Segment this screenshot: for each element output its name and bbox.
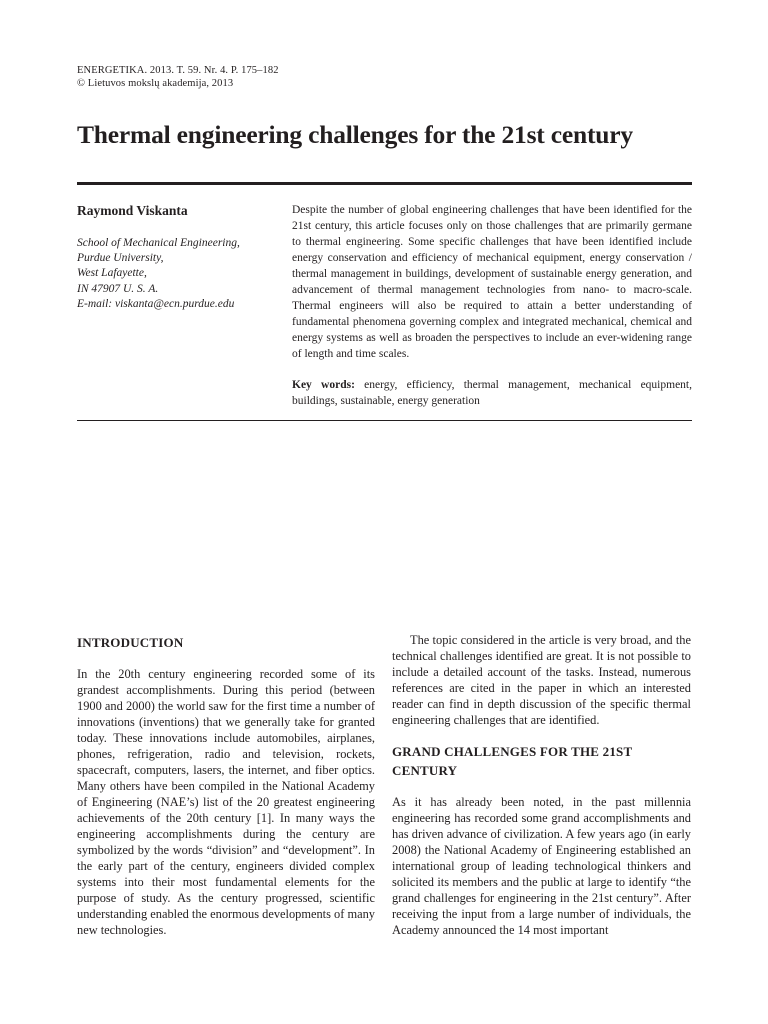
introduction-paragraph: In the 20th century engineering recorded some of its grandest accomplishments. During this period (between 1900 and 2000) the world saw for the first time a number of innovations (inventions) that we generally take for granted today. These innovations include automobiles, airplanes, phones, refrigeration, radio and television, rockets, spacecraft, computers, lasers, the internet, and fiber optics. Many others have been compiled in the National Academy of Engineering (NAE’s) list of the 20 greatest engineering achievements of the 20th century [1]. In many ways the engineering accomplishments during the century are symbolized by the words “division” and “development”. In the early part of the century, engineers divided complex systems into their most fundamental elements for the purpose of study. As the century progressed, scientific understanding enabled the enormous developments of many new technologies. <box>77 667 375 937</box>
journal-line: ENERGETIKA. 2013. T. 59. Nr. 4. P. 175–182 <box>77 65 279 76</box>
affiliation-line: School of Mechanical Engineering, <box>77 237 240 249</box>
section-heading-introduction: INTRODUCTION <box>77 635 184 650</box>
affiliation-line: Purdue University, <box>77 252 164 265</box>
journal-citation <box>77 64 279 90</box>
title-divider <box>77 182 692 185</box>
abstract: Despite the number of global engineering challenges that have been identified for the 21st century, this article focuses only on those challenges that are primarily germane to thermal engineering. Some specific challenges that have been identified include energy conservation and efficiency of mechanical equipment, energy conservation / thermal management in buildings, development of sustainable energy generation, and advancement of thermal management technologies from nano- to macro-scale. Thermal engineers will also be required to attain a better understanding of fundamental phenomena governing complex and integrated mechanical, chemical and energy systems as well as broaden the perspectives to include an ever-widening range of length and time scales. <box>292 204 692 360</box>
author-email: E-mail: viskanta@ecn.purdue.edu <box>77 297 235 310</box>
affiliation-line: West Lafayette, <box>77 267 147 280</box>
affiliation-line: IN 47907 U. S. A. <box>77 282 159 295</box>
keywords <box>292 377 692 409</box>
keywords-label: Key words: <box>292 379 355 391</box>
grand-challenges-paragraph: As it has already been noted, in the past millennia engineering has recorded some grand accomplishments and has driven advance of civilization. A few years ago (in early 2008) the National Academy of Engineering established an international group of leading technological thinkers and solicited its members and the public at large to identify “the grand challenges for engineering in the 21st century”. After receiving the input from a large number of individuals, the Academy announced the 14 most important <box>392 795 691 937</box>
keywords-list: energy, efficiency, thermal management, mechanical equipment, buildings, sustainable, energy generation <box>292 379 692 407</box>
abstract-divider <box>77 420 692 421</box>
article-title: Thermal engineering challenges for the 21st century <box>77 120 633 149</box>
author-affiliation <box>77 236 240 312</box>
section-heading-grand-challenges: GRAND CHALLENGES FOR THE 21ST CENTURY <box>392 744 633 778</box>
author-name: Raymond Viskanta <box>77 203 188 218</box>
scope-paragraph: The topic considered in the article is very broad, and the technical challenges identified are great. It is not possible to include a detailed account of the tasks. Instead, numerous references are cited in the paper in which an interested reader can find in depth discussion of the specific thermal engineering challenges that are identified. <box>392 633 691 727</box>
copyright-line: © Lietuvos mokslų akademija, 2013 <box>77 78 234 89</box>
